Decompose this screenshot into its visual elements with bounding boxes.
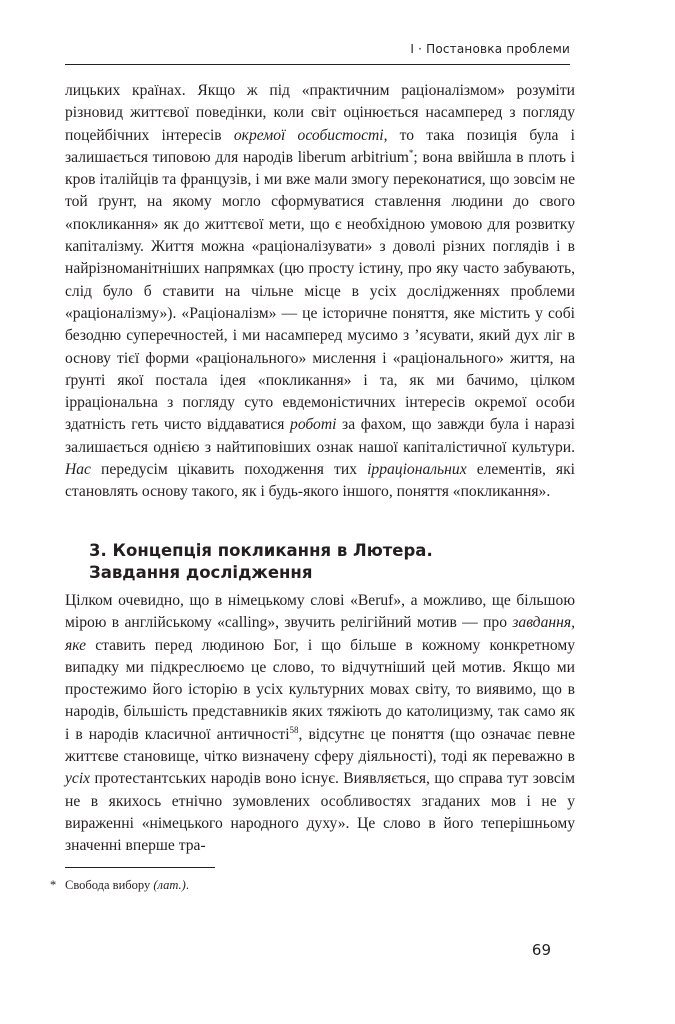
footnote-end: . bbox=[185, 878, 189, 892]
emphasis-run: завдання, яке bbox=[65, 614, 575, 654]
emphasis-run: Нас bbox=[65, 461, 91, 479]
section-heading bbox=[89, 540, 569, 584]
footnote-italic: (лат.) bbox=[153, 878, 186, 892]
section-heading-line-1: 3. Концепція покликання в Лютера. bbox=[89, 541, 433, 560]
emphasis-run: окремої особистості, bbox=[233, 126, 388, 144]
text-run: за фахом, що завжди була і наразі залишається однією з найтиповіших ознак нашої капіталістичної культури. bbox=[65, 416, 575, 456]
emphasis-run: роботі bbox=[290, 416, 337, 434]
text-run: елементів, які становлять основу такого, як і будь-якого іншого, поняття «покликання». bbox=[65, 461, 576, 501]
text-run: ; вона ввійшла в плоть і кров італійців та французів, і ми вже мали змогу переконатися, що зовсім не той ґрунт, на якому могло сформуватися ставлення людини до свого «покликання» як до життєвої мети, що є необхідною умовою для розвитку капіталізму. Життя можна «раціоналізувати» з доволі різних поглядів і в найрізноманітніших напрямках (цю просту істину, про яку часто забувають, слід було б ставити на чільне місце в усіх дослідженнях проблеми «раціоналізму»). «Раціоналізм» — це історичне поняття, яке містить у собі безодню суперечностей, і ми насамперед мусимо з ’ясувати, який дух ліг в основу тієї форми «раціонального» мислення і «раціонального» життя, на ґрунті якої постала ідея «покликання» і та, як ми бачимо, цілком ірраціональна з погляду суто евдемоністичних інтересів окремої особи здатність геть чисто віддаватися bbox=[65, 148, 575, 434]
body-paragraph-2 bbox=[65, 590, 575, 858]
body-paragraph-1 bbox=[65, 80, 575, 504]
footnote-marker: * bbox=[50, 878, 57, 892]
text-run: Цілком очевидно, що в німецькому слові «Beruf», а можливо, ще більшою мірою в англійському «calling», звучить релігійний мотив — про bbox=[65, 592, 575, 632]
text-run: , відсутнє це поняття (що означає певне життєве становище, чітко визначену сферу діяльності), тоді як переважно в bbox=[65, 725, 575, 766]
header-rule bbox=[65, 64, 570, 65]
page-number: 69 bbox=[531, 941, 551, 959]
footnote-ref-asterisk[interactable]: * bbox=[408, 147, 414, 158]
running-header: I · Постановка проблеми bbox=[410, 42, 570, 56]
section-heading-line-2: Завдання дослідження bbox=[89, 563, 313, 582]
emphasis-run: ірраціональних bbox=[367, 461, 467, 479]
emphasis-run: усіх bbox=[65, 770, 91, 788]
text-run: ставить перед людиною Бог, і що більше в кожному конкретному випадку ми підкреслюємо це слово, то відчутніший цей мотив. Якщо ми простежимо його історію в усіх культурних мовах світу, то виявимо, що в народів, більшість представників яких тяжіють до католицизму, так само як і в народів класичної античності bbox=[65, 636, 575, 743]
endnote-ref-58[interactable]: 58 bbox=[289, 724, 299, 735]
text-run: протестантських народів воно існує. Виявляється, що справа тут зовсім не в якихось етнічно зумовлених особливостях згаданих мов і не у вираженні «німецького народного духу». Це слово в його теперішньому значенні вперше тра- bbox=[65, 770, 575, 855]
footnote bbox=[50, 877, 570, 893]
text-run: то така позиція була і залишається типовою для народів liberum arbitrium bbox=[65, 126, 575, 166]
text-run: передусім цікавить походження тих bbox=[90, 461, 368, 479]
text-run: лицьких країнах. Якщо ж під «практичним раціоналізмом» розуміти різновид життєвої поведінки, коли світ оцінюється насамперед з погляду поцейбічних інтересів bbox=[65, 82, 575, 144]
footnote-text: Свобода вибору bbox=[65, 878, 154, 892]
footnote-rule bbox=[65, 867, 215, 868]
